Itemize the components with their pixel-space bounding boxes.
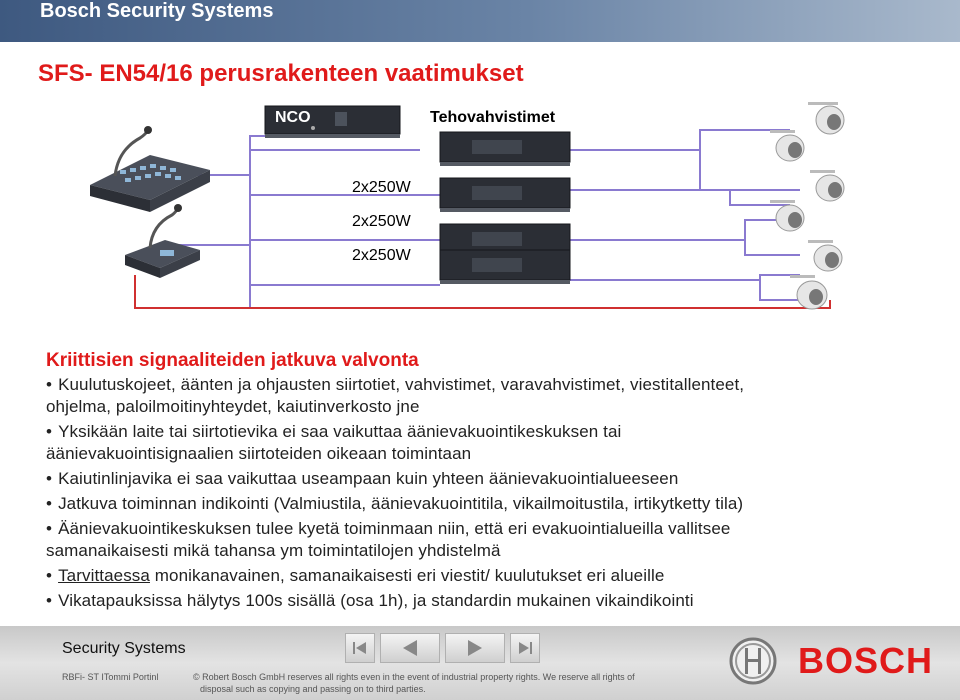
first-slide-button[interactable]: [345, 633, 375, 663]
bullet-item: • Kuulutuskojeet, äänten ja ohjausten siirtotiet, vahvistimet, varavahvistimet, viestitallenteet, ohjelma, paloilmoitinyhteydet, kaiutinverkosto jne: [46, 375, 745, 416]
footer-copyright-1: © Robert Bosch GmbH reserves all rights even in the event of industrial property rights. We reserve all rights of: [193, 672, 635, 682]
bullet-item: • Vikatapauksissa hälytys 100s sisällä (osa 1h), ja standardin mukainen vikaindikointi: [46, 591, 694, 610]
bullet-item: • Äänievakuointikeskuksen tulee kyetä toiminmaan niin, että eri evakuointialueilla vallitsee samanaikaisesti mikä tahansa ym toimintatilojen yhdistelmä: [46, 519, 731, 560]
amplifier-unit: [440, 132, 570, 166]
loudspeaker-icon: [790, 275, 827, 309]
footer-bar: [0, 626, 960, 700]
last-slide-icon: [511, 634, 539, 662]
loudspeaker-icon: [810, 170, 844, 201]
system-diagram: [0, 90, 960, 345]
loudspeaker-icon: [808, 240, 842, 271]
next-slide-button[interactable]: [445, 633, 505, 663]
prev-slide-icon: [381, 634, 439, 662]
header-title: Bosch Security Systems: [40, 0, 274, 22]
bullet-item: • Jatkuva toiminnan indikointi (Valmiustila, äänievakuointitila, vikailmoitustila, irtikytketty tila): [46, 494, 744, 513]
bullet-item: • Kaiutinlinjavika ei saa vaikuttaa useampaan kuin yhteen äänievakuointialueeseen: [46, 469, 679, 488]
amplifier-unit: [440, 250, 570, 284]
bullet-item: • Yksikään laite tai siirtotievika ei saa vaikuttaa äänievakuointikeskuksen tai äänievakuointisignaalien siirtoteiden oikeaan toimintaan: [46, 422, 622, 463]
amp-label-1: 2x250W: [352, 179, 411, 196]
microphone-icon: [125, 204, 200, 278]
slide-title: SFS- EN54/16 perusrakenteen vaatimukset: [38, 60, 524, 87]
loudspeaker-icon: [808, 102, 844, 134]
last-slide-button[interactable]: [510, 633, 540, 663]
amp-label-2: 2x250W: [352, 213, 411, 230]
next-slide-icon: [446, 634, 504, 662]
header-bar: [0, 0, 960, 42]
bosch-logo: BOSCH: [798, 640, 934, 681]
section-heading: Kriittisien signaaliteiden jatkuva valvonta: [46, 350, 419, 371]
underlined-word: Tarvittaessa: [58, 566, 150, 585]
amp-label-3: 2x250W: [352, 247, 411, 264]
first-slide-icon: [346, 634, 374, 662]
bullet-item: • Tarvittaessa monikanavainen, samanaikaisesti eri viestit/ kuulutukset eri alueille: [46, 566, 665, 585]
amplifiers-label: Tehovahvistimet: [430, 109, 556, 126]
footer-brand: Security Systems: [62, 640, 186, 657]
amplifier-unit: [440, 178, 570, 212]
diagram-svg: [0, 90, 960, 345]
slide-content: [46, 350, 946, 615]
prev-slide-button[interactable]: [380, 633, 440, 663]
nco-label: NCO: [275, 109, 311, 126]
bosch-armature-icon: [728, 636, 778, 686]
microphone-icon: [90, 126, 210, 212]
footer-copyright-2: disposal such as copying and passing on to third parties.: [200, 684, 426, 694]
loudspeaker-icon: [770, 130, 804, 161]
footer-dept: RBFi- ST ITommi Portinl: [62, 672, 159, 682]
